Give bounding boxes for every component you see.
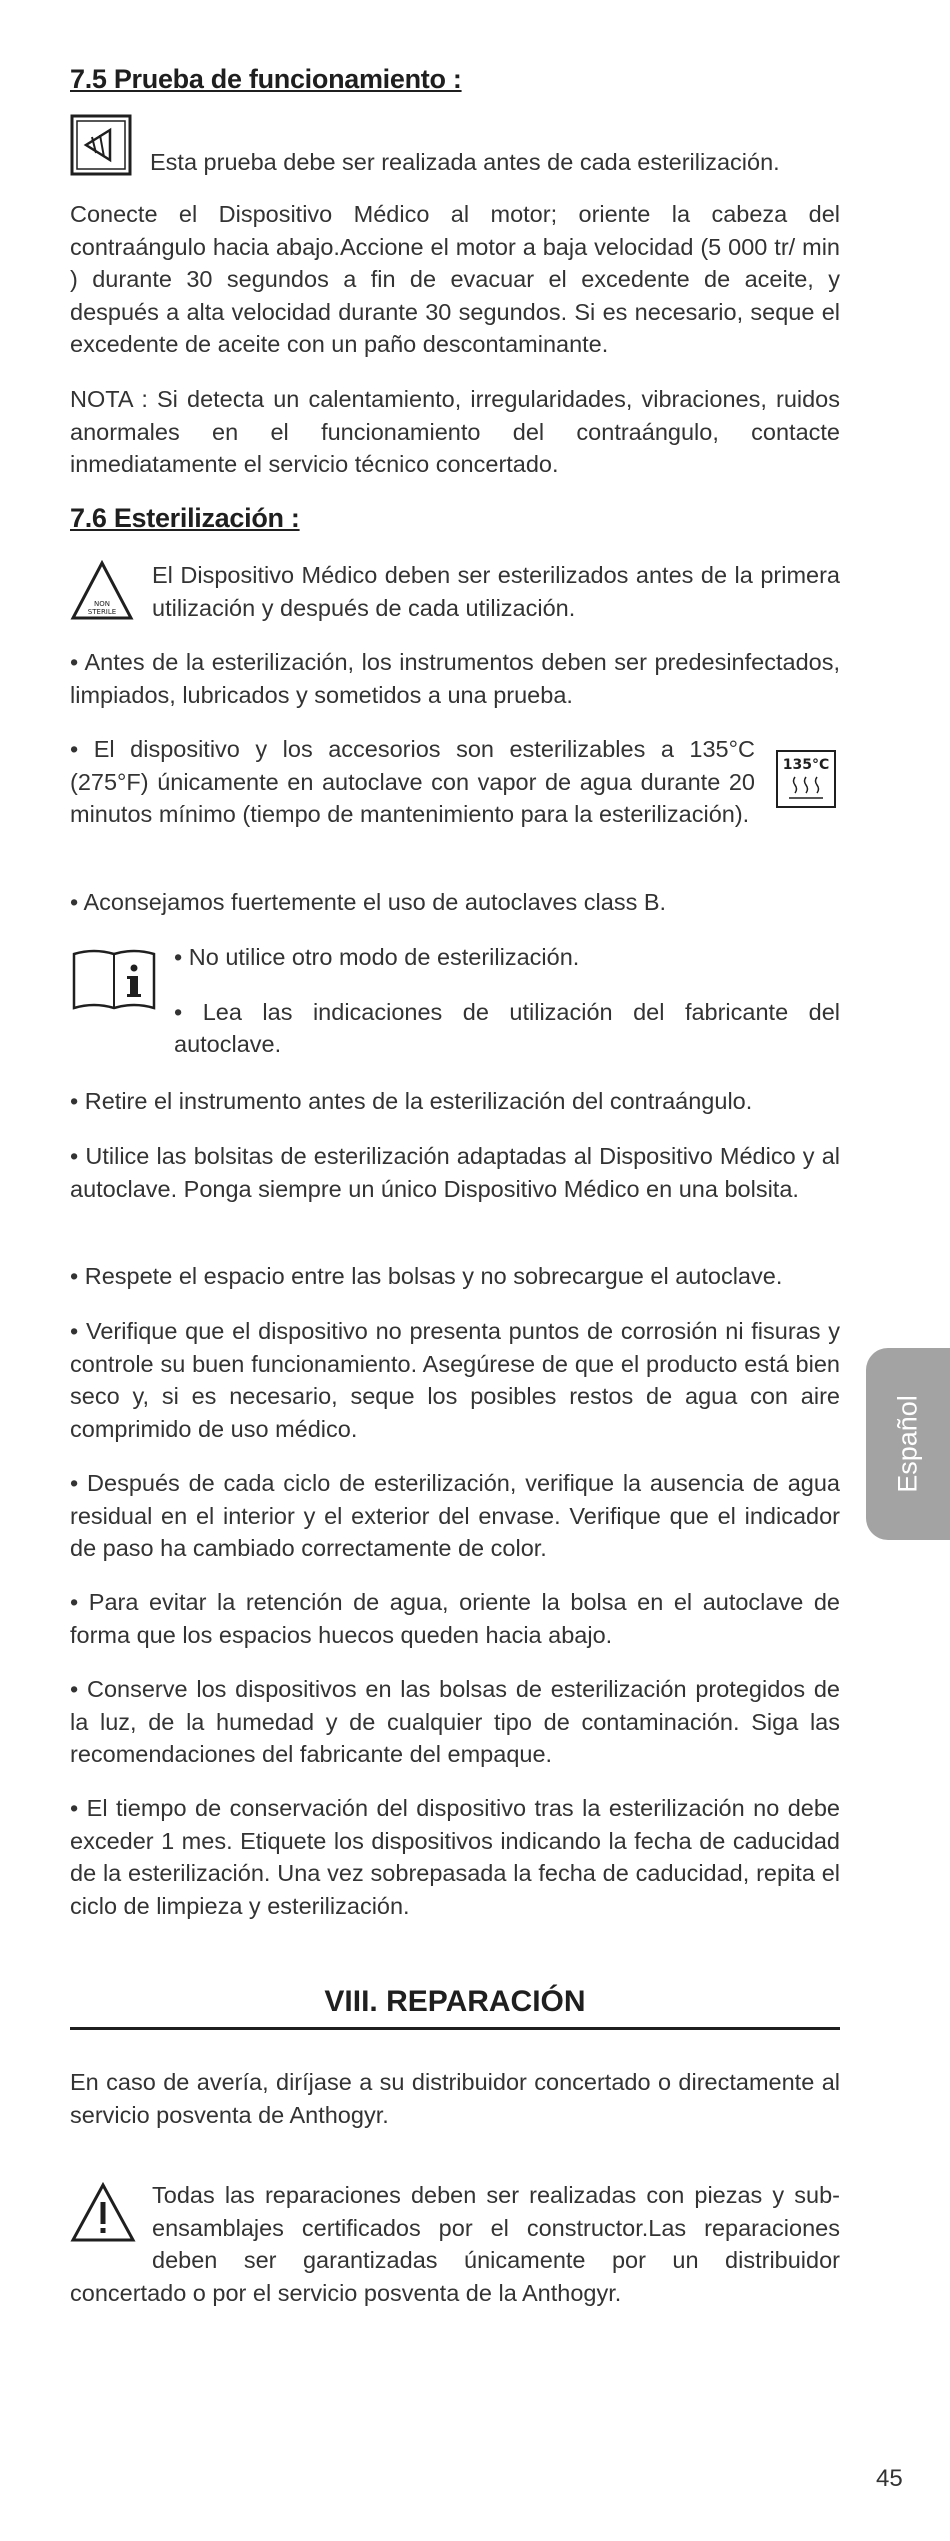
section-heading: 7.5 Prueba de funcionamiento :	[70, 64, 462, 94]
info-book-icon	[70, 946, 158, 1014]
non-sterile-warning-text: El Dispositivo Médico deben ser esterilizados antes de la primera utilización y después de cada utilización.	[152, 562, 840, 621]
bullet-text: • Verifique que el dispositivo no presenta puntos de corrosión ni fisuras y controle su buen funcionamiento. Asegúrese de que el producto está bien seco y, si es necesario, seque los posibles restos de agua con aire comprimido de uso médico.	[70, 1318, 840, 1442]
repair-warning	[70, 2179, 840, 2309]
bullet-text: • Respete el espacio entre las bolsas y no sobrecargue el autoclave.	[70, 1263, 783, 1289]
svg-text:135°C: 135°C	[782, 757, 830, 773]
test-procedure-text: Conecte el Dispositivo Médico al motor; oriente la cabeza del contraángulo hacia abajo.Accione el motor a baja velocidad (5 000 tr/ min ) durante 30 segundos a fin de evacuar el excedente de aceite, y después a alta velocidad durante 30 segundos. Si es necesario, seque el excedente de aceite con un paño descontaminante.	[70, 201, 840, 357]
bullet-item	[70, 1792, 840, 1922]
repair-contact	[70, 2066, 840, 2131]
bullet-text: • Antes de la esterilización, los instrumentos deben ser predesinfectados, limpiados, lubricados y sometidos a una prueba.	[70, 649, 840, 708]
autoclave-135c-icon	[775, 749, 837, 809]
svg-text:STERILE: STERILE	[87, 608, 117, 616]
bullet-text: • Utilice las bolsitas de esterilización adaptadas al Dispositivo Médico y al autoclave. Ponga siempre un único Dispositivo Médico en una bolsita.	[70, 1143, 840, 1202]
svg-text:NON: NON	[94, 600, 110, 608]
repair-warning-text: Todas las reparaciones deben ser realizadas con piezas y sub-ensamblajes certificados por el constructor.Las reparaciones deben ser garantizadas únicamente por un distribuidor concertado o por el servicio posventa de la Anthogyr.	[70, 2182, 840, 2306]
heading-7-5	[70, 64, 840, 95]
bullet-item	[70, 646, 840, 711]
test-note	[150, 146, 840, 179]
bullet-item	[70, 1085, 840, 1118]
section-heading: 7.6 Esterilización :	[70, 503, 300, 533]
bullet-text: • Conserve los dispositivos en las bolsas de esterilización protegidos de la luz, de la humedad y de cualquier tipo de contaminación. Siga las recomendaciones del fabricante del empaque.	[70, 1676, 840, 1767]
bullet-text: • El dispositivo y los accesorios son esterilizables a 135°C (275°F) únicamente en autoclave con vapor de agua durante 20 minutos mínimo (tiempo de mantenimiento para la esterilización).	[70, 736, 755, 827]
bullet-item	[70, 1315, 840, 1445]
bullet-item	[70, 1467, 840, 1565]
info-item-text: • Lea las indicaciones de utilización del fabricante del autoclave.	[174, 998, 840, 1057]
test-note-text: Esta prueba debe ser realizada antes de cada esterilización.	[150, 149, 780, 175]
bullet-item	[70, 733, 755, 831]
page-number: 45	[876, 2465, 903, 2492]
bullet-item	[70, 1140, 840, 1205]
non-sterile-warning-icon	[70, 560, 134, 622]
bullet-item	[70, 1586, 840, 1651]
functional-test-icon	[70, 114, 132, 176]
bullet-text: • Retire el instrumento antes de la esterilización del contraángulo.	[70, 1088, 753, 1114]
nota-text: NOTA : Si detecta un calentamiento, irregularidades, vibraciones, ruidos anormales en el funcionamiento del contraángulo, contacte inmediatamente el servicio técnico concertado.	[70, 386, 840, 477]
section-title-repair: VIII. REPARACIÓN	[70, 1985, 840, 2030]
bullet-text: • Para evitar la retención de agua, oriente la bolsa en el autoclave de forma que los espacios huecos queden hacia abajo.	[70, 1589, 840, 1648]
language-tab	[866, 1348, 950, 1540]
bullet-text: • Después de cada ciclo de esterilización, verifique la ausencia de agua residual en el interior y el exterior del envase. Verifique que el indicador de paso ha cambiado correctamente de color.	[70, 1470, 840, 1561]
bullet-item	[70, 886, 840, 919]
info-item-text: • No utilice otro modo de esterilización.	[174, 944, 580, 970]
non-sterile-warning	[152, 559, 840, 624]
language-tab-label: Español	[892, 1395, 923, 1493]
bullet-text: • El tiempo de conservación del dispositivo tras la esterilización no debe exceder 1 mes. Etiquete los dispositivos indicando la fecha de caducidad de la esterilización. Una vez sobrepasada la fecha de caducidad, repita el ciclo de limpieza y esterilización.	[70, 1795, 840, 1919]
bullet-item	[70, 1260, 840, 1293]
bullet-text: • Aconsejamos fuertemente el uso de autoclaves class B.	[70, 889, 667, 915]
bullet-item	[70, 1673, 840, 1771]
nota-paragraph	[70, 383, 840, 481]
repair-contact-text: En caso de avería, diríjase a su distribuidor concertado o directamente al servicio posventa de Anthogyr.	[70, 2069, 840, 2128]
info-list	[174, 941, 840, 1061]
test-procedure	[70, 198, 840, 361]
heading-7-6	[70, 503, 840, 534]
